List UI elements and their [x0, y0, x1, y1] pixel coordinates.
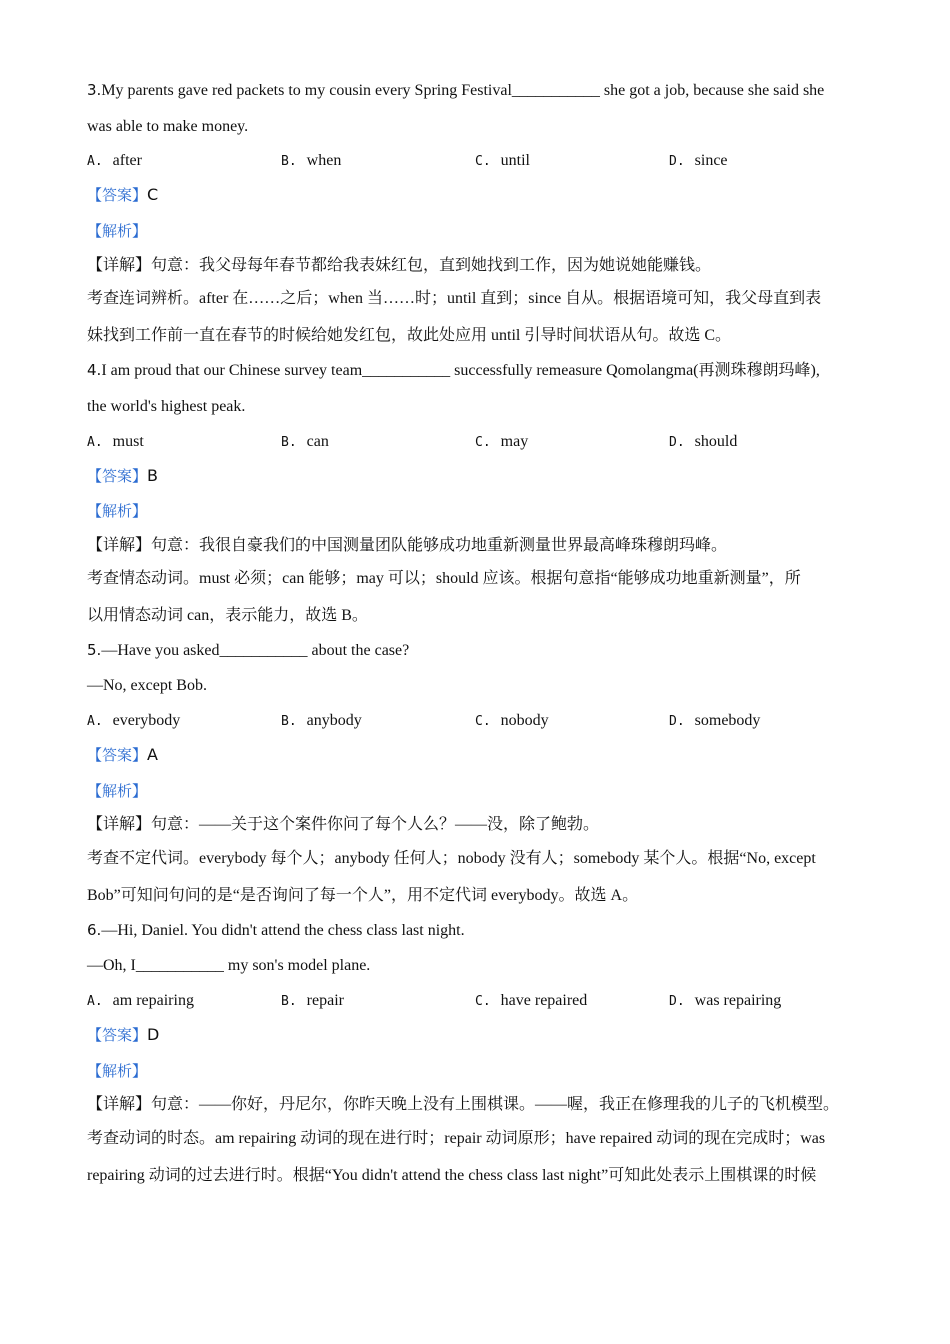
option-a: A. after — [87, 152, 142, 169]
answer-line: 【答案】A — [87, 745, 158, 764]
option-a: A. everybody — [87, 712, 181, 729]
question-number: 4. — [87, 361, 102, 379]
answer-line: 【答案】C — [87, 185, 159, 204]
question-6-stem-line-2: —Oh, I___________ my son's model plane. — [87, 957, 371, 974]
option-c: C. may — [475, 433, 529, 450]
explanation-line-2: 妹找到工作前一直在春节的时候给她发红包，故此处应用 until 引导时间状语从句。故选 C。 — [87, 327, 732, 344]
option-c: C. until — [475, 152, 530, 169]
question-3-stem-line-1 — [87, 79, 824, 102]
question-number: 5. — [87, 641, 102, 659]
question-5-stem-line-1 — [87, 639, 409, 662]
explanation-line-2: repairing 动词的过去进行时。根据“You didn't attend the chess class last night”可知此处表示上围棋课的时候 — [87, 1167, 817, 1184]
answer-line: 【答案】D — [87, 1025, 160, 1044]
option-a: A. am repairing — [87, 992, 194, 1009]
question-number: 6. — [87, 921, 102, 939]
analysis-heading: 【解析】 — [87, 1062, 148, 1080]
option-d: D. since — [669, 152, 728, 169]
question-4-stem-line-2: the world's highest peak. — [87, 398, 246, 415]
option-b: B. when — [281, 152, 342, 169]
option-d: D. was repairing — [669, 992, 782, 1009]
option-b: B. repair — [281, 992, 344, 1009]
option-b: B. can — [281, 433, 329, 450]
explanation-line-1: 考查不定代词。everybody 每个人；anybody 任何人；nobody 没有人；somebody 某个人。根据“No, except — [87, 850, 816, 867]
question-3-stem-line-2: was able to make money. — [87, 118, 249, 135]
question-text: My parents gave red packets to my cousin every Spring Festival___________ she got a job, because she said she — [101, 82, 825, 99]
option-d: D. should — [669, 433, 738, 450]
detail-line: 【详解】句意：我父母每年春节都给我表妹红包，直到她找到工作，因为她说她能赚钱。 — [87, 255, 712, 274]
analysis-heading: 【解析】 — [87, 782, 148, 800]
option-c: C. have repaired — [475, 992, 588, 1009]
explanation-line-1: 考查连词辨析。after 在……之后；when 当……时；until 直到；since 自从。根据语境可知，我父母直到表 — [87, 290, 822, 307]
question-5-stem-line-2: —No, except Bob. — [87, 677, 207, 694]
question-4-stem-line-1 — [87, 359, 820, 382]
detail-line: 【详解】句意：我很自豪我们的中国测量团队能够成功地重新测量世界最高峰珠穆朗玛峰。 — [87, 535, 728, 554]
detail-line: 【详解】句意：——关于这个案件你问了每个人么？——没，除了鲍勃。 — [87, 814, 600, 833]
detail-line: 【详解】句意：——你好，丹尼尔，你昨天晚上没有上围棋课。——喔，我正在修理我的儿子的飞机模型。 — [87, 1094, 840, 1113]
analysis-heading: 【解析】 — [87, 502, 148, 520]
question-text: I am proud that our Chinese survey team___________ successfully remeasure Qomolangma(再测珠穆朗玛峰), — [101, 362, 820, 379]
explanation-line-2: 以用情态动词 can，表示能力，故选 B。 — [87, 607, 368, 624]
option-a: A. must — [87, 433, 144, 450]
answer-line: 【答案】B — [87, 466, 158, 485]
option-b: B. anybody — [281, 712, 362, 729]
explanation-line-1: 考查动词的时态。am repairing 动词的现在进行时；repair 动词原形；have repaired 动词的现在完成时；was — [87, 1130, 826, 1147]
question-6-stem-line-1 — [87, 919, 465, 942]
analysis-heading: 【解析】 — [87, 222, 148, 240]
explanation-line-1: 考查情态动词。must 必须；can 能够；may 可以；should 应该。根据句意指“能够成功地重新测量”，所 — [87, 570, 801, 587]
question-text: —Hi, Daniel. You didn't attend the chess class last night. — [101, 922, 465, 939]
option-c: C. nobody — [475, 712, 549, 729]
option-d: D. somebody — [669, 712, 761, 729]
question-number: 3. — [87, 81, 102, 99]
question-text: —Have you asked___________ about the case? — [101, 642, 410, 659]
explanation-line-2: Bob”可知问句问的是“是否询问了每一个人”，用不定代词 everybody。故选 A。 — [87, 887, 639, 904]
